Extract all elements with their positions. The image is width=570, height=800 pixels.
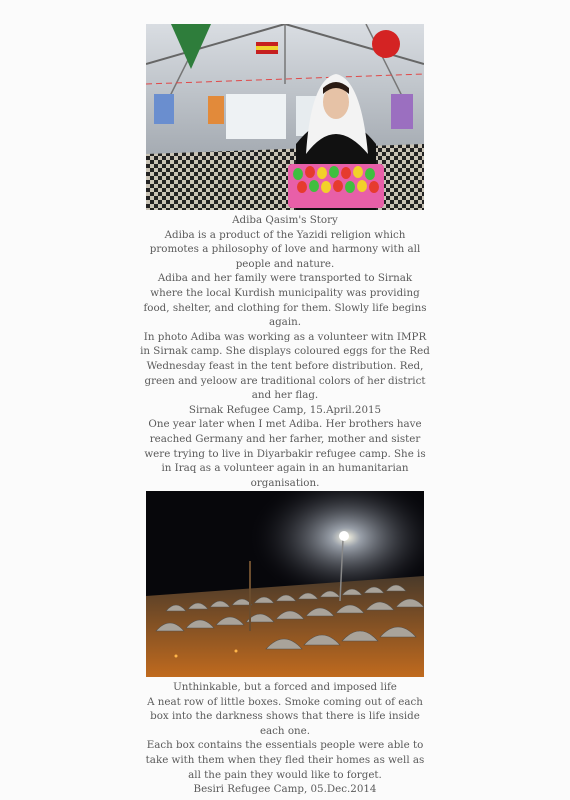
story-title: Unthinkable, but a forced and imposed life — [173, 681, 397, 693]
photo-adiba[interactable] — [146, 24, 424, 210]
story-location-date: Besiri Refugee Camp, 05.Dec.2014 — [193, 783, 377, 796]
story-paragraph: Adiba and her family were transported to Sirnak where the local Kurdish municipality was providing food, shelter, and clothing for them. Slowly life begins again. — [143, 272, 427, 329]
story-title: Adiba Qasim's Story — [232, 214, 338, 226]
story-paragraph: A neat row of little boxes. Smoke coming out of each box into the darkness shows that there is life inside each one. — [147, 695, 423, 737]
story-paragraph: Adiba is a product of the Yazidi religion which promotes a philosophy of love and harmony with all people and nature. — [149, 228, 421, 270]
caption-adiba — [140, 213, 430, 490]
caption-camp — [140, 680, 430, 797]
story-adiba — [0, 24, 570, 490]
photo-camp-image — [146, 491, 424, 677]
photo-camp[interactable] — [146, 491, 424, 677]
story-camp — [0, 491, 570, 797]
story-location-date: Sirnak Refugee Camp, 15.April.2015 — [188, 403, 382, 416]
photo-adiba-image — [146, 24, 424, 210]
story-paragraph: One year later when I met Adiba. Her brothers have reached Germany and her farher, mother and sister were trying to live in Diyarbakir refugee camp. She is in Iraq as a volunteer again in an humanitarian organisation. — [144, 418, 426, 489]
story-paragraph: In photo Adiba was working as a volunteer witn IMPR in Sirnak camp. She displays coloured eggs for the Red Wednesday feast in the tent before distribution. Red, green and yeloow are traditional colors of her district and her flag. — [140, 330, 430, 402]
story-paragraph: Each box contains the essentials people were able to take with them when they fled their homes as well as all the pain they would like to forget. — [145, 739, 425, 781]
